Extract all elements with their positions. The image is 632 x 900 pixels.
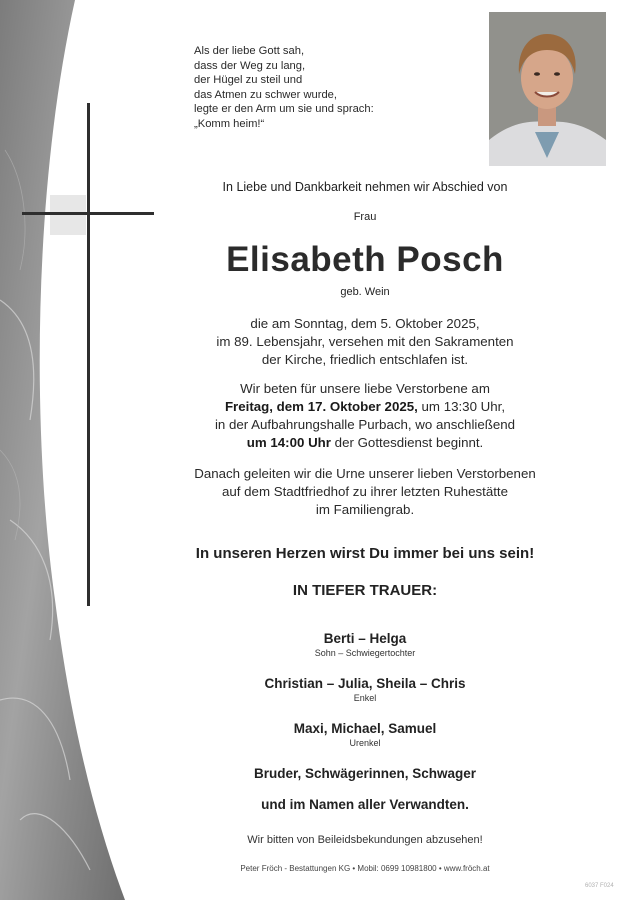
poem-line: legte er den Arm um sie und sprach: [194, 103, 374, 116]
funeral-date: Freitag, dem 17. Oktober 2025, [224, 399, 418, 414]
portrait-photo [489, 12, 606, 166]
death-line: die am Sonntag, dem 5. Oktober 2025, [250, 316, 480, 331]
poem-line: „Komm heim!“ [194, 117, 265, 130]
mourner-names: und im Namen aller Verwandten. [261, 797, 469, 812]
poem [194, 44, 374, 132]
deceased-name: Elisabeth Posch [226, 240, 504, 279]
poem-line: der Hügel zu steil und [194, 74, 303, 87]
mourner-relation: Sohn – Schwiegertochter [314, 648, 416, 658]
burial-line: im Familiengrab. [315, 502, 415, 517]
funeral-paragraph [150, 380, 580, 452]
mourner-group [150, 676, 580, 703]
mourner-names: Maxi, Michael, Samuel [293, 721, 437, 736]
maiden-name: geb. Wein [340, 286, 390, 298]
mourner-names: Berti – Helga [323, 631, 407, 646]
poem-line: das Atmen zu schwer wurde, [194, 88, 338, 101]
funeral-line [150, 398, 580, 416]
mourner-group [150, 766, 580, 781]
poem-line: dass der Weg zu lang, [194, 59, 306, 72]
funeral-line: Wir beten für unsere liebe Verstorbene am [240, 381, 490, 396]
funeral-home-footer: Peter Fröch - Bestattungen KG • Mobil: 0699 10981800 • www.fröch.at [240, 864, 490, 873]
mourner-group [150, 797, 580, 812]
cross-vertical-bar [87, 103, 90, 606]
marble-border [0, 0, 150, 900]
mourner-group [150, 721, 580, 748]
funeral-time: um 13:30 Uhr, [417, 399, 506, 414]
mourner-relation: Enkel [353, 693, 377, 703]
death-paragraph [150, 315, 580, 369]
mourner-group [150, 631, 580, 658]
mourner-relation: Urenkel [349, 738, 381, 748]
burial-line: Danach geleiten wir die Urne unserer lieben Verstorbenen [194, 466, 536, 481]
mourning-heading: IN TIEFER TRAUER: [292, 582, 438, 599]
mass-time: um 14:00 Uhr [246, 435, 331, 450]
document-code: 6037 F024 [585, 883, 614, 889]
funeral-line [150, 434, 580, 452]
death-line: der Kirche, friedlich entschlafen ist. [261, 352, 469, 367]
poem-line: Als der liebe Gott sah, [194, 45, 305, 57]
mourner-names: Christian – Julia, Sheila – Chris [264, 676, 466, 691]
motto: In unseren Herzen wirst Du immer bei uns sein! [195, 545, 535, 562]
burial-line: auf dem Stadtfriedhof zu ihrer letzten Ruhestätte [221, 484, 509, 499]
burial-paragraph [150, 465, 580, 519]
funeral-line: in der Aufbahrungshalle Purbach, wo anschließend [214, 417, 516, 432]
cross-horizontal-bar [22, 212, 154, 215]
mass-text: der Gottesdienst beginnt. [330, 435, 484, 450]
intro-text: In Liebe und Dankbarkeit nehmen wir Abschied von [222, 180, 508, 194]
salutation: Frau [353, 211, 377, 223]
death-line: im 89. Lebensjahr, versehen mit den Sakramenten [216, 334, 514, 349]
mourner-names: Bruder, Schwägerinnen, Schwager [253, 766, 477, 781]
condolence-note: Wir bitten von Beileidsbekundungen abzusehen! [247, 834, 483, 846]
